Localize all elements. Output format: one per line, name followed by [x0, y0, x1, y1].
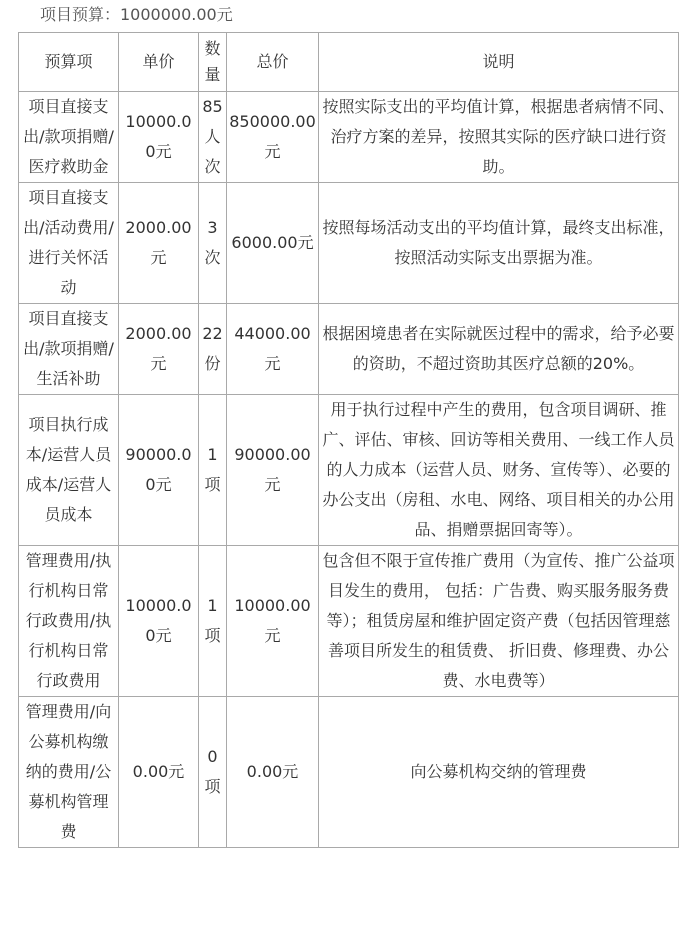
cell-unit-price: 10000.00元 [119, 92, 199, 183]
cell-quantity: 0项 [199, 697, 227, 848]
cell-total: 0.00元 [227, 697, 319, 848]
header-unit-price: 单价 [119, 33, 199, 92]
cell-item: 项目直接支出/款项捐赠/医疗救助金 [19, 92, 119, 183]
cell-description: 按照每场活动支出的平均值计算，最终支出标准，按照活动实际支出票据为准。 [319, 183, 679, 304]
budget-title: 项目预算：1000000.00元 [40, 5, 233, 24]
table-row [19, 92, 679, 183]
cell-unit-price: 90000.00元 [119, 395, 199, 546]
cell-item: 管理费用/执行机构日常行政费用/执行机构日常行政费用 [19, 546, 119, 697]
cell-unit-price: 2000.00元 [119, 183, 199, 304]
cell-item: 项目直接支出/款项捐赠/生活补助 [19, 304, 119, 395]
cell-total: 90000.00元 [227, 395, 319, 546]
header-item: 预算项 [19, 33, 119, 92]
cell-description: 向公募机构交纳的管理费 [319, 697, 679, 848]
header-total: 总价 [227, 33, 319, 92]
cell-description: 按照实际支出的平均值计算，根据患者病情不同、治疗方案的差异，按照其实际的医疗缺口进行资助。 [319, 92, 679, 183]
table-row [19, 546, 679, 697]
table-row [19, 395, 679, 546]
cell-total: 850000.00元 [227, 92, 319, 183]
cell-description: 包含但不限于宣传推广费用（为宣传、推广公益项目发生的费用， 包括：广告费、购买服务服务费等）；租赁房屋和维护固定资产费（包括因管理慈善项目所发生的租赁费、 折旧费、修理费、办公费、水电费等） [319, 546, 679, 697]
cell-item: 项目执行成本/运营人员成本/运营人员成本 [19, 395, 119, 546]
cell-quantity: 22份 [199, 304, 227, 395]
cell-description: 根据困境患者在实际就医过程中的需求，给予必要的资助，不超过资助其医疗总额的20%。 [319, 304, 679, 395]
table-header-row [19, 33, 679, 92]
cell-total: 6000.00元 [227, 183, 319, 304]
cell-total: 44000.00元 [227, 304, 319, 395]
cell-description: 用于执行过程中产生的费用，包含项目调研、推广、评估、审核、回访等相关费用、一线工作人员的人力成本（运营人员、财务、宣传等）、必要的办公支出（房租、水电、网络、项目相关的办公用品、捐赠票据回寄等）。 [319, 395, 679, 546]
cell-quantity: 1项 [199, 395, 227, 546]
budget-table [18, 32, 679, 848]
table-row [19, 304, 679, 395]
table-row [19, 697, 679, 848]
header-description: 说明 [319, 33, 679, 92]
cell-quantity: 3次 [199, 183, 227, 304]
table-row [19, 183, 679, 304]
cell-unit-price: 0.00元 [119, 697, 199, 848]
cell-quantity: 85人次 [199, 92, 227, 183]
cell-item: 管理费用/向公募机构缴纳的费用/公募机构管理费 [19, 697, 119, 848]
cell-item: 项目直接支出/活动费用/进行关怀活动 [19, 183, 119, 304]
cell-quantity: 1项 [199, 546, 227, 697]
cell-unit-price: 2000.00元 [119, 304, 199, 395]
cell-unit-price: 10000.00元 [119, 546, 199, 697]
cell-total: 10000.00元 [227, 546, 319, 697]
header-quantity: 数量 [199, 33, 227, 92]
